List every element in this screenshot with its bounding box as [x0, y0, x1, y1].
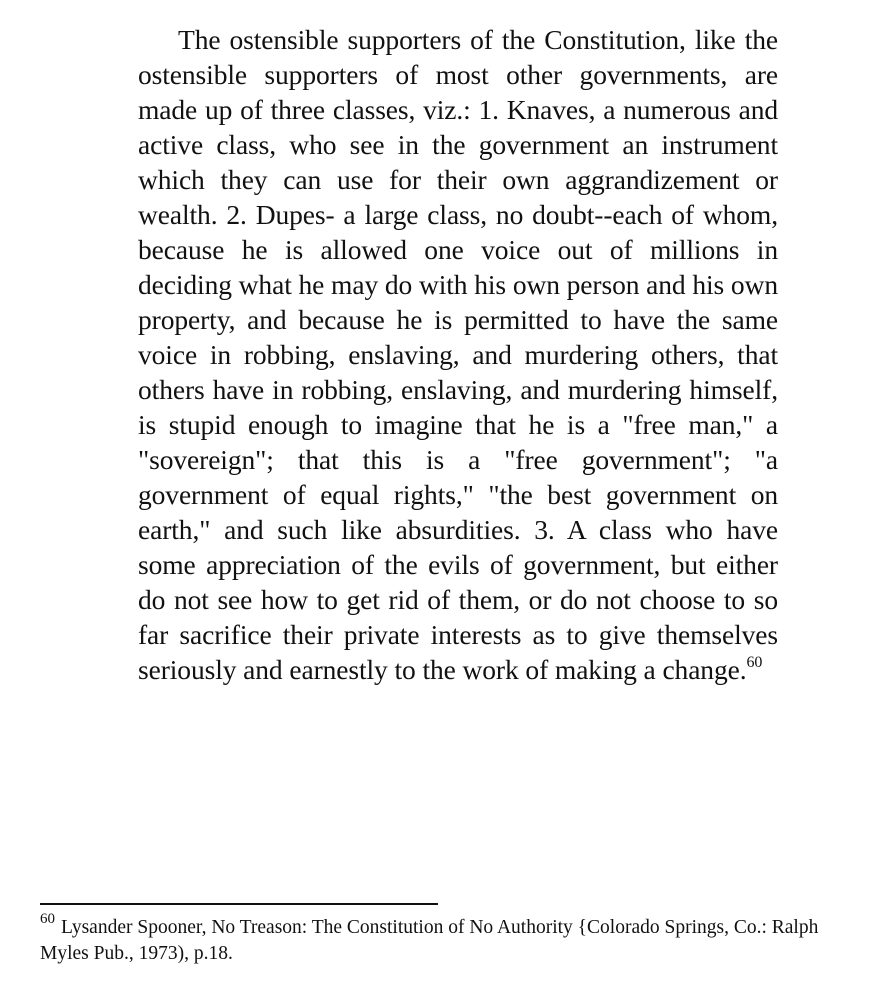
footnote-separator-rule: [40, 903, 438, 905]
footnote: [40, 910, 840, 967]
footnote-number: 60: [40, 910, 55, 927]
footnote-text: Lysander Spooner, No Treason: The Constitution of No Authority {Colorado Springs, Co.: Ralph Myles Pub., 1973), p.18.: [40, 917, 819, 964]
paragraph-text: The ostensible supporters of the Constitution, like the ostensible supporters of most other governments, are made up of three classes, viz.: 1. Knaves, a numerous and active class, who see in the government an instrument which they can use for their own aggrandizement or wealth. 2. Dupes- a large class, no doubt--each of whom, because he is allowed one voice out of millions in deciding what he may do with his own person and his own property, and because he is permitted to have the same voice in robbing, enslaving, and murdering others, that others have in robbing, enslaving, and murdering himself, is stupid enough to imagine that he is a "free man," a "sovereign"; that this is a "free government"; "a government of equal rights," "the best government on earth," and such like absurdities. 3. A class who have some appreciation of the evils of government, but either do not see how to get rid of them, or do not choose to so far sacrifice their private interests as to give themselves seriously and earnestly to the work of making a change.: [138, 24, 778, 685]
footnote-reference-marker: 60: [746, 653, 763, 671]
body-paragraph: [138, 22, 778, 687]
